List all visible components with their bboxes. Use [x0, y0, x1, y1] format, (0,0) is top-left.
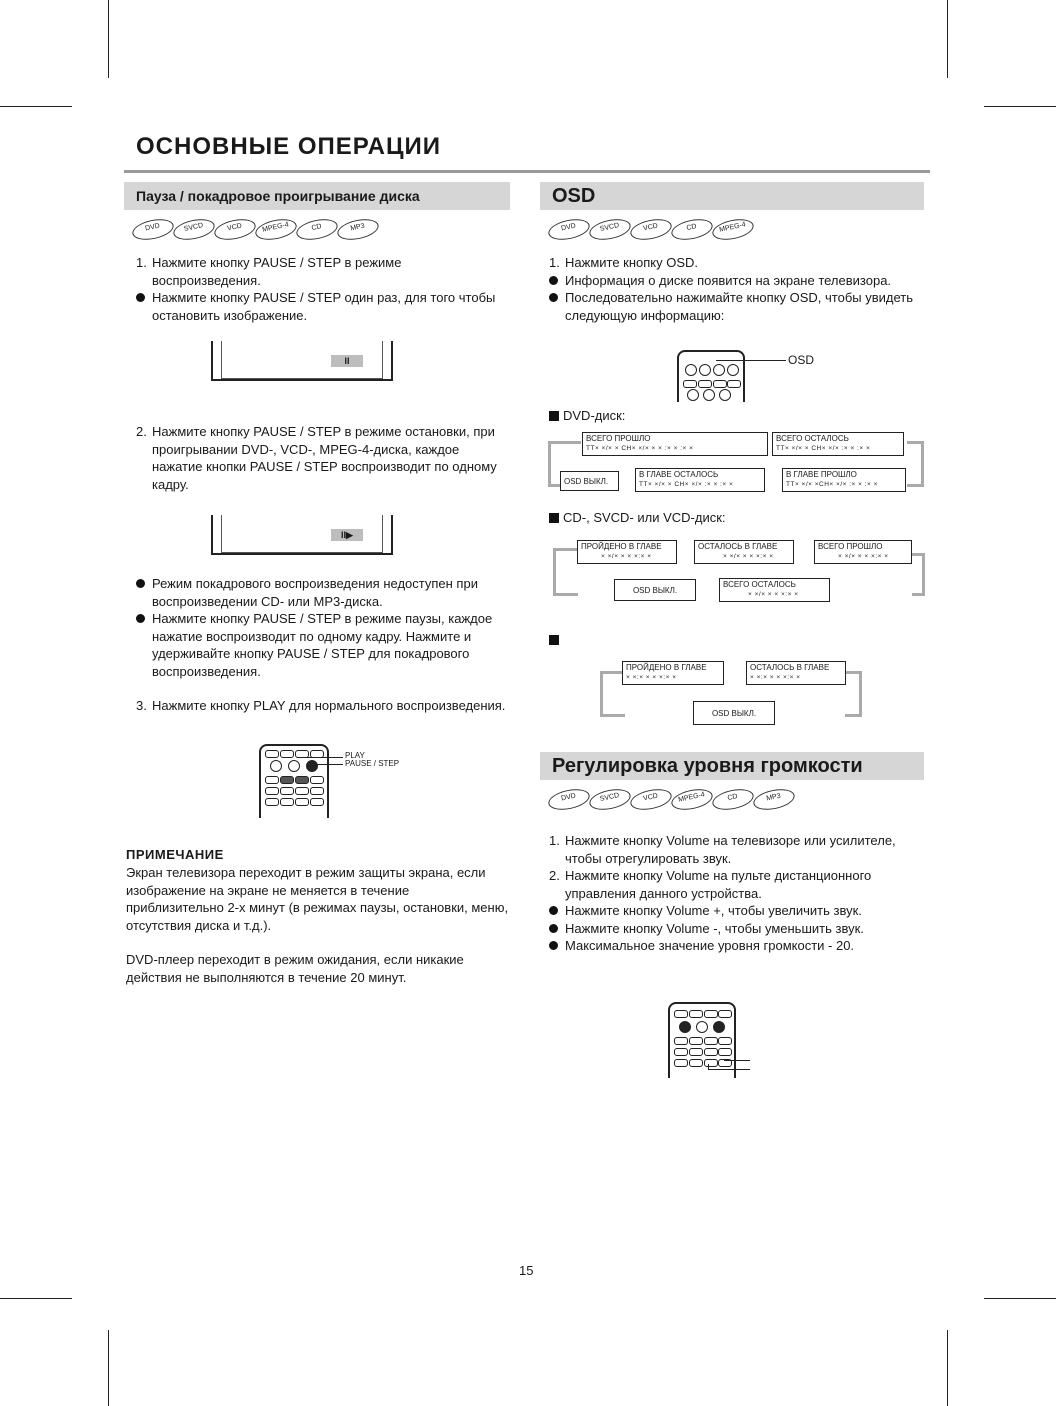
- crop-mark: [947, 1330, 948, 1406]
- bullet-item: [136, 610, 514, 680]
- note-body: [126, 864, 510, 986]
- step-item: [549, 254, 929, 272]
- osd-info-box: ОСТАЛОСЬ В ГЛАВЕ × ×/× × × ×:× ×: [694, 540, 794, 564]
- bullet-text: Нажмите кнопку Volume +, чтобы увеличить звук.: [565, 903, 862, 918]
- bullet-text: Максимальное значение уровня громкости - 20.: [565, 938, 855, 953]
- bullet-item: [549, 289, 929, 324]
- note-heading: ПРИМЕЧАНИЕ: [126, 847, 224, 862]
- pause-bullets: [136, 575, 514, 715]
- osd-info-box: ПРОЙДЕНО В ГЛАВЕ × ×:× × × ×:× ×: [622, 661, 724, 685]
- disc-icon: VCD: [628, 786, 673, 813]
- play-button-icon: [270, 760, 282, 772]
- bullet-item: [549, 272, 929, 290]
- remote-illustration: [668, 1002, 736, 1078]
- disc-icon: SVCD: [587, 216, 632, 243]
- pause-indicator-icon: II: [331, 355, 363, 367]
- step-number: 1.: [549, 833, 560, 848]
- step-item: [136, 254, 506, 289]
- step-indicator-icon: II▶: [331, 529, 363, 541]
- osd-info-box: В ГЛАВЕ ПРОШЛО TT× ×/× ×CH× ×/× :× × :× ×: [782, 468, 906, 492]
- bullet-text: Режим покадрового воспроизведения недоступен при воспроизведении CD- или MP3-диска.: [152, 576, 478, 609]
- osd-info-box: ОСТАЛОСЬ В ГЛАВЕ × ×:× × × ×:× ×: [746, 661, 846, 685]
- disc-icon: CD: [710, 786, 755, 813]
- crop-mark: [984, 1298, 1056, 1299]
- step-item: [549, 832, 933, 867]
- remote-illustration: [677, 350, 745, 402]
- disc-icon: SVCD: [587, 786, 632, 813]
- tv-screen-step: [211, 515, 393, 555]
- bullet-icon: [549, 906, 558, 915]
- crop-mark: [0, 1298, 72, 1299]
- remote-label-play: PLAY: [345, 751, 365, 760]
- square-bullet-icon: [549, 631, 563, 649]
- bullet-item: [549, 937, 933, 955]
- pause-steps-1: [136, 254, 506, 324]
- step-number: 2.: [549, 868, 560, 883]
- crop-mark: [108, 0, 109, 78]
- pause-section-header: Пауза / покадровое проигрывание диска: [124, 182, 510, 210]
- step-text: Нажмите кнопку PAUSE / STEP в режиме воспроизведения.: [152, 255, 402, 288]
- step-text: Нажмите кнопку OSD.: [565, 255, 699, 270]
- step-item: [136, 697, 514, 715]
- osd-button-icon: [713, 364, 725, 376]
- disc-icon: MPEG-4: [669, 786, 714, 813]
- volume-section-header: Регулировка уровня громкости: [540, 752, 924, 780]
- page-number: 15: [519, 1263, 534, 1278]
- square-bullet-icon: [549, 411, 559, 421]
- bullet-icon: [549, 276, 558, 285]
- bullet-icon: [136, 614, 145, 623]
- step-number: 1.: [549, 255, 560, 270]
- bullet-icon: [549, 924, 558, 933]
- disc-icon: SVCD: [171, 216, 216, 243]
- osd-info-box: В ГЛАВЕ ОСТАЛОСЬ TT× ×/× × CH× ×/× :× × :× ×: [635, 468, 765, 492]
- disc-icon: CD: [669, 216, 714, 243]
- step-text: Нажмите кнопку PAUSE / STEP в режиме остановки, при проигрывании DVD-, VCD-, MPEG-4-диска, каждое нажатие кнопки PAUSE / STEP воспроизводит по одному кадру.: [152, 424, 497, 492]
- power-icon: [288, 760, 300, 772]
- note-paragraph: Экран телевизора переходит в режим защиты экрана, если изображение на экране не меняется в течение приблизительно 2-х минут (в режимах паузы, остановки, меню, отсутствия диска и т.д.).: [126, 865, 509, 933]
- osd-info-box: ВСЕГО ОСТАЛОСЬ × ×/× × × ×:× ×: [719, 578, 830, 602]
- volume-steps: [549, 832, 933, 955]
- osd-section-header: OSD: [540, 182, 924, 210]
- page-title: ОСНОВНЫЕ ОПЕРАЦИИ: [136, 133, 442, 160]
- bullet-item: [136, 289, 506, 324]
- step-item: [549, 867, 933, 902]
- disc-icon: VCD: [212, 216, 257, 243]
- remote-label-osd: OSD: [788, 353, 815, 367]
- disc-icon: MPEG-4: [710, 216, 755, 243]
- osd-off-box: OSD ВЫКЛ.: [693, 701, 775, 725]
- osd-info-box: ВСЕГО ОСТАЛОСЬ TT× ×/× × CH× ×/× :× × :× ×: [772, 432, 904, 456]
- bullet-item: [136, 575, 514, 610]
- osd-info-box: ВСЕГО ПРОШЛО TT× ×/× × CH× ×/× × × :× × :× ×: [582, 432, 768, 456]
- bullet-item: [549, 920, 933, 938]
- disc-icon: MP3: [751, 786, 796, 813]
- disc-icon: DVD: [546, 216, 591, 243]
- tv-screen-pause: [211, 341, 393, 381]
- bullet-text: Нажмите кнопку PAUSE / STEP один раз, для того чтобы остановить изображение.: [152, 290, 496, 323]
- bullet-text: Последовательно нажимайте кнопку OSD, чтобы увидеть следующую информацию:: [565, 290, 914, 323]
- bullet-text: Нажмите кнопку PAUSE / STEP в режиме паузы, каждое нажатие воспроизводит по одному кадру. Нажмите и удерживайте кнопку PAUSE / STEP для покадрового воспроизведения.: [152, 611, 493, 679]
- pause-disc-icons: [132, 220, 378, 239]
- step-item: [136, 423, 510, 493]
- crop-mark: [984, 106, 1056, 107]
- osd-off-box: OSD ВЫКЛ.: [560, 471, 619, 491]
- step-text: Нажмите кнопку Volume на пульте дистанционного управления данного устройства.: [565, 868, 872, 901]
- pause-step-button-icon: [306, 760, 318, 772]
- cd-subheading: CD-, SVCD- или VCD-диск:: [549, 509, 726, 527]
- crop-mark: [0, 106, 72, 107]
- disc-icon: DVD: [546, 786, 591, 813]
- volume-minus-button-icon: [704, 1059, 718, 1067]
- step-number: 2.: [136, 424, 147, 439]
- osd-info-box: ПРОЙДЕНО В ГЛАВЕ × ×/× × × ×:× ×: [577, 540, 677, 564]
- pause-steps-2: [136, 423, 510, 493]
- step-number: 3.: [136, 698, 147, 713]
- remote-illustration: [259, 744, 329, 818]
- osd-off-box: OSD ВЫКЛ.: [614, 579, 696, 601]
- step-text: Нажмите кнопку PLAY для нормального воспроизведения.: [152, 698, 506, 713]
- bullet-icon: [136, 579, 145, 588]
- step-number: 1.: [136, 255, 147, 270]
- crop-mark: [108, 1330, 109, 1406]
- remote-label-pause: PAUSE / STEP: [345, 759, 400, 768]
- title-rule: [124, 170, 930, 173]
- bullet-icon: [549, 293, 558, 302]
- osd-disc-icons: [548, 220, 753, 239]
- dvd-subheading: DVD-диск:: [549, 407, 625, 425]
- disc-icon: VCD: [628, 216, 673, 243]
- step-text: Нажмите кнопку Volume на телевизоре или усилителе, чтобы отрегулировать звук.: [565, 833, 896, 866]
- volume-disc-icons: [548, 790, 794, 809]
- disc-icon: MP3: [335, 216, 380, 243]
- osd-steps: [549, 254, 929, 324]
- disc-icon: MPEG-4: [253, 216, 298, 243]
- crop-mark: [947, 0, 948, 78]
- note-paragraph: DVD-плеер переходит в режим ожидания, если никакие действия не выполняются в течение 20 минут.: [126, 952, 464, 985]
- bullet-icon: [549, 941, 558, 950]
- bullet-text: Информация о диске появится на экране телевизора.: [565, 272, 892, 288]
- disc-icon: DVD: [130, 216, 175, 243]
- bullet-icon: [136, 293, 145, 302]
- bullet-text: Нажмите кнопку Volume -, чтобы уменьшить звук.: [565, 920, 864, 936]
- square-bullet-icon: [549, 513, 559, 523]
- osd-info-box: ВСЕГО ПРОШЛО × ×/× × × ×:× ×: [814, 540, 912, 564]
- disc-icon: CD: [294, 216, 339, 243]
- bullet-item: [549, 902, 933, 920]
